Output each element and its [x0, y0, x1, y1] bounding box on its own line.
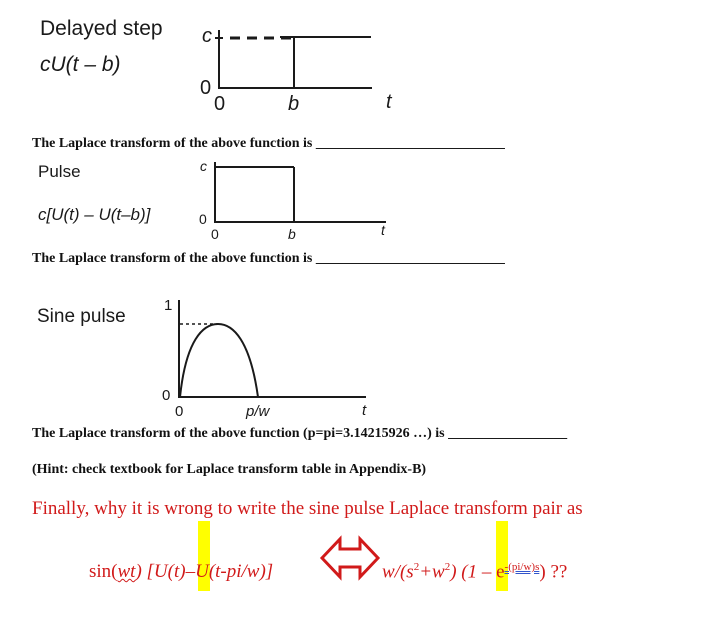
eq-left-wt: wt: [117, 561, 136, 582]
eq-right-close: ) (1: [450, 561, 482, 583]
panel2-axis-t: t: [381, 222, 385, 238]
panel2-title: Pulse: [38, 162, 81, 181]
eq-right-close2: ): [539, 561, 546, 583]
eq-left-tail: U(t-pi/w)]: [195, 561, 274, 582]
eq-right-sq1: 2: [413, 561, 420, 573]
question2-text: The Laplace transform of the above function is ___________________________: [32, 251, 505, 266]
equation-right: [382, 561, 567, 583]
final-question: Finally, why it is wrong to write the sine pulse Laplace transform pair as: [32, 498, 583, 519]
panel1-axis-c: c: [202, 25, 212, 47]
eq-right-sq2: 2: [444, 561, 451, 573]
question3-text: The Laplace transform of the above function (p=pi=3.14215926 …) is _________________: [32, 426, 568, 441]
panel2-axis-zero-y: 0: [199, 211, 207, 227]
hint-text: (Hint: check textbook for Laplace transform table in Appendix-B): [32, 462, 427, 477]
panel1-tick-b: b: [288, 93, 300, 115]
eq-left-minus: –: [185, 561, 196, 582]
panel1-axis-t: t: [386, 91, 392, 113]
eq-left-sin: sin(: [89, 561, 118, 582]
panel1-axis-zero-x: 0: [214, 93, 226, 115]
panel1-formula: cU(t – b): [40, 53, 121, 76]
eq-right-exp: -(pi/w)s: [504, 561, 540, 573]
panel2-tick-b: b: [288, 226, 296, 242]
panel2-axis-c: c: [200, 158, 207, 174]
eq-right-head: w/(s: [382, 561, 414, 583]
eq-right-minus: –: [481, 561, 492, 583]
panel3-axis-one: 1: [164, 297, 173, 314]
panel3-axis-t: t: [362, 402, 367, 419]
panel3-tick-pw: p/w: [246, 403, 270, 420]
eq-left-rest: ) [U(t): [135, 561, 186, 582]
panel1-axis-zero-y: 0: [200, 77, 212, 99]
panel3-title: Sine pulse: [37, 306, 126, 327]
eq-right-mid: +w: [419, 561, 445, 583]
panel3-axis-zero-x: 0: [175, 403, 184, 420]
panel3-axis-zero-y: 0: [162, 387, 171, 404]
panel2-axis-zero-x: 0: [211, 226, 219, 242]
panel1-title: Delayed step: [40, 17, 163, 40]
eq-right-e: e: [491, 561, 505, 583]
panel2-formula: c[U(t) – U(t–b)]: [38, 205, 151, 224]
question1-text: The Laplace transform of the above function is ___________________________: [32, 136, 505, 151]
eq-right-q: ??: [545, 561, 568, 583]
